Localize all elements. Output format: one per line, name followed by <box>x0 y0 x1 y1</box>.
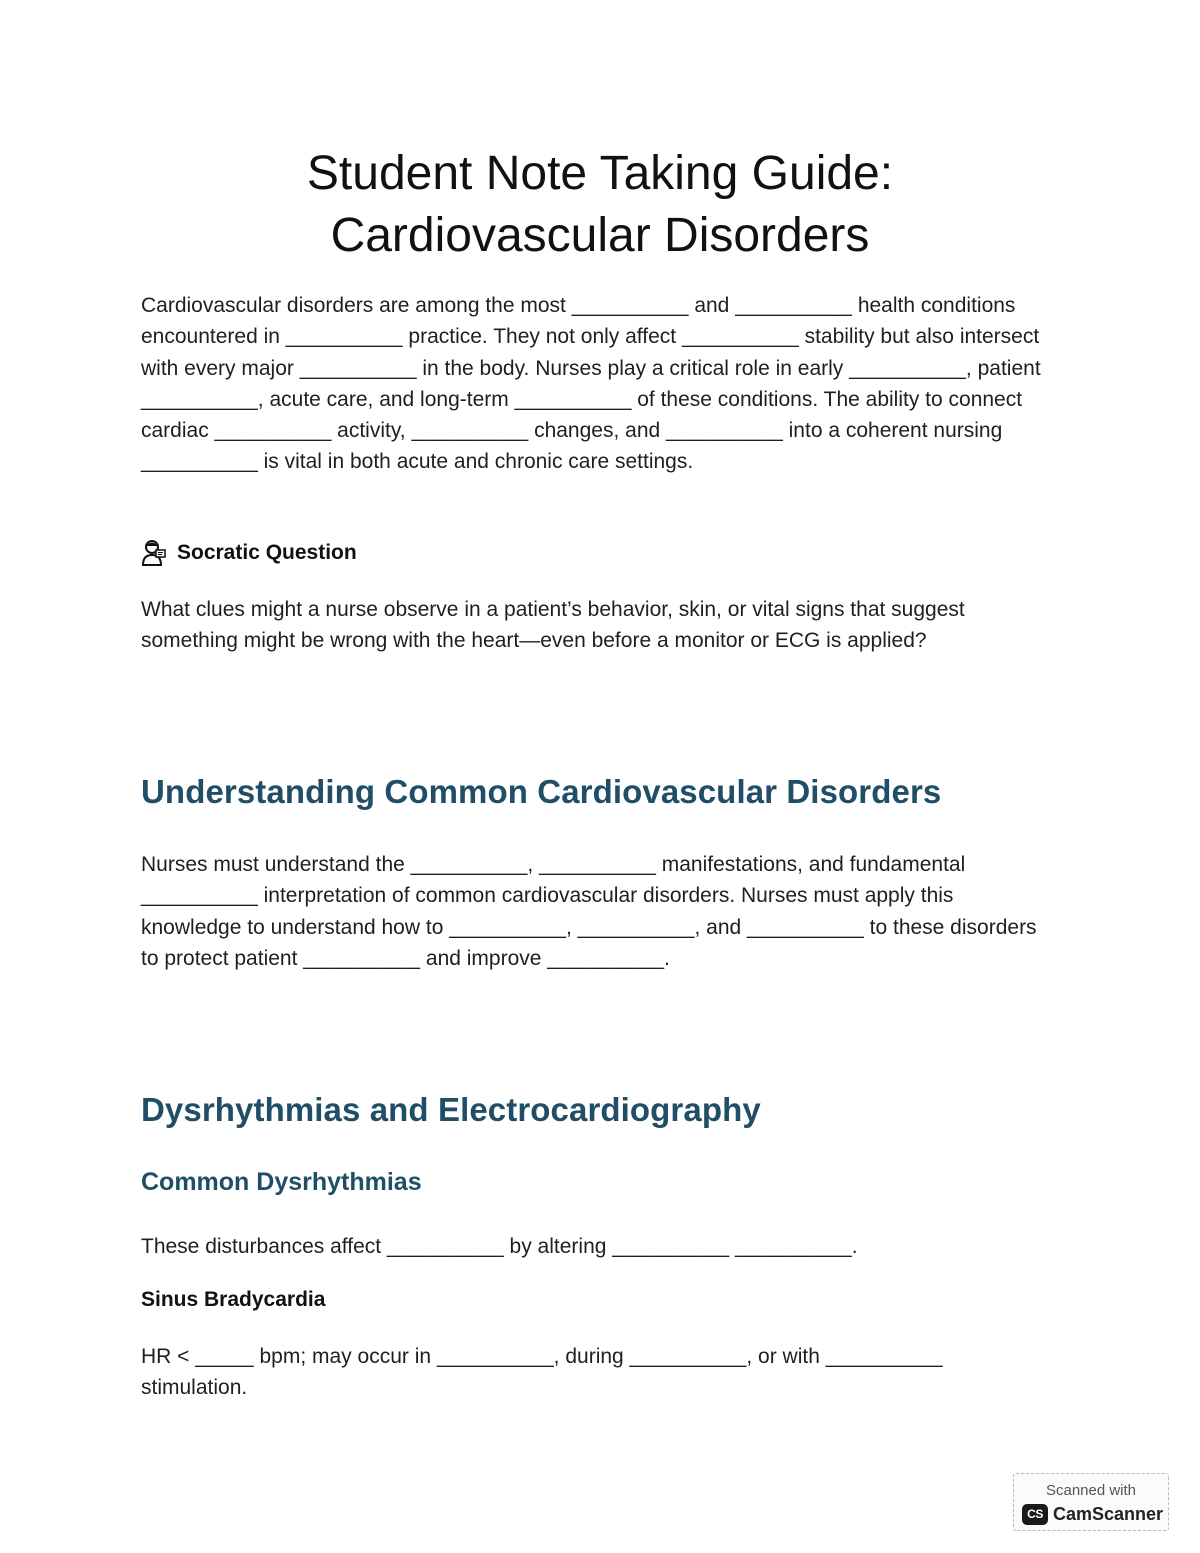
camscanner-watermark <box>1013 1473 1169 1531</box>
dysrhythmias-paragraph: These disturbances affect __________ by altering __________ __________. <box>141 1235 858 1258</box>
subheading-common-dysrhythmias: Common Dysrhythmias <box>141 1168 422 1196</box>
sinus-bradycardia-paragraph: HR < _____ bpm; may occur in __________, during __________, or with __________ stimulation. <box>141 1345 943 1400</box>
watermark-brand: CamScanner <box>1053 1504 1164 1524</box>
camscanner-logo-icon: CS <box>1022 1504 1048 1525</box>
intro-paragraph: Cardiovascular disorders are among the most __________ and __________ health conditions encountered in __________ practice. They not only affect __________ stability but also intersect with every major __________ in the body. Nurses play a critical role in early __________, patient __________, acute care, and long-term __________ of these conditions. The ability to connect cardiac __________ activity, __________ changes, and __________ into a coherent nursing __________ is vital in both acute and chronic care settings. <box>141 294 1041 474</box>
socratic-question-header <box>141 536 357 570</box>
teacher-icon <box>141 539 167 567</box>
page-title <box>141 143 1059 267</box>
socratic-question-text: What clues might a nurse observe in a patient’s behavior, skin, or vital signs that suggest something might be wrong with the heart—even before a monitor or ECG is applied? <box>141 598 965 653</box>
title-line-1: Student Note Taking Guide: <box>306 147 894 200</box>
watermark-caption: Scanned with <box>1045 1482 1137 1499</box>
understanding-paragraph: Nurses must understand the __________, __________ manifestations, and fundamental __________ interpretation of common cardiovascular disorders. Nurses must apply this knowledge to understand how to __________, __________, and __________ to these disorders to protect patient __________ and improve __________. <box>141 853 1037 970</box>
title-line-2: Cardiovascular Disorders <box>330 209 870 262</box>
heading-understanding: Understanding Common Cardiovascular Disorders <box>141 773 942 810</box>
subheading-sinus-bradycardia: Sinus Bradycardia <box>141 1288 326 1311</box>
watermark-brand-row <box>1022 1504 1163 1525</box>
socratic-label: Socratic Question <box>177 541 357 564</box>
heading-dysrhythmias: Dysrhythmias and Electrocardiography <box>141 1091 761 1128</box>
